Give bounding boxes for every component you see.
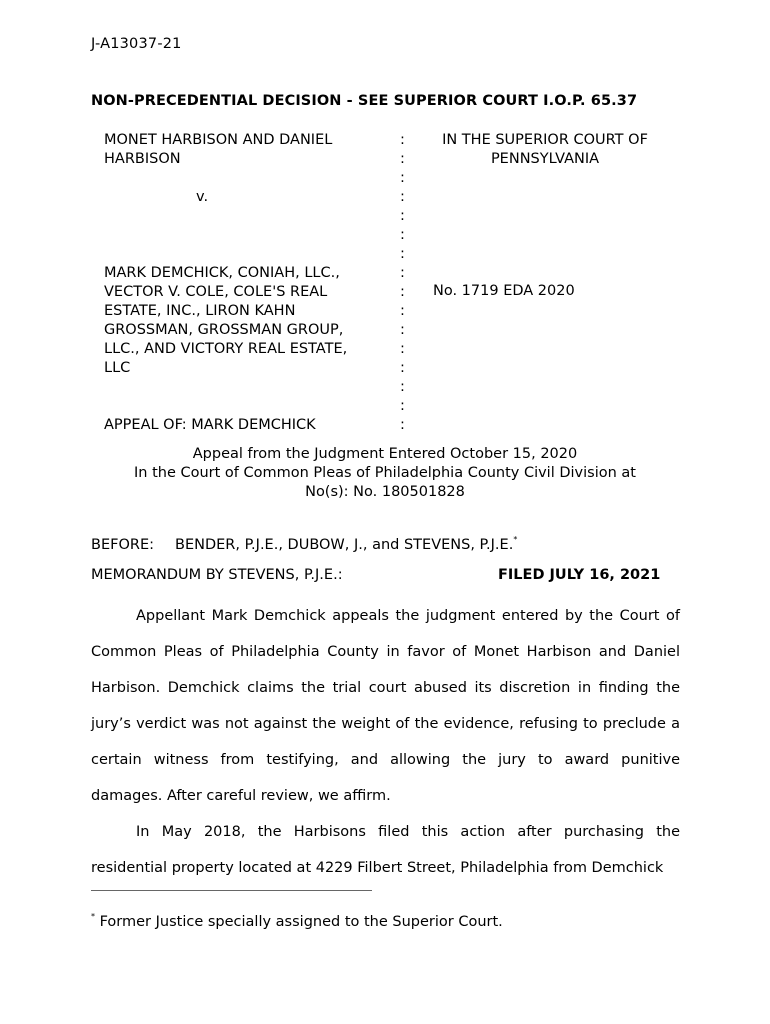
case-number: No. 1719 EDA 2020: [433, 283, 575, 299]
defendant-line: GROSSMAN, GROSSMAN GROUP,: [104, 322, 344, 338]
footnote: [91, 912, 503, 930]
footnote-marker: *: [91, 912, 95, 921]
memorandum-author: MEMORANDUM BY STEVENS, P.J.E.:: [91, 567, 343, 583]
panel-line: [91, 535, 517, 553]
versus-label: v.: [196, 189, 209, 205]
opinion-body: [91, 598, 680, 886]
appeal-line: No(s): No. 180501828: [305, 484, 465, 500]
defendant-line: LLC: [104, 360, 131, 376]
appellant-line: APPEAL OF: MARK DEMCHICK: [104, 417, 316, 433]
footnote-marker: *: [513, 535, 518, 544]
court-name: [420, 131, 670, 169]
caption-colon-column: : : : : : : : : : : : : : : : :: [400, 132, 405, 433]
defendant-line: VECTOR V. COLE, COLE'S REAL: [104, 284, 328, 300]
filed-date: FILED JULY 16, 2021: [498, 567, 661, 583]
body-paragraph: Appellant Mark Demchick appeals the judgment entered by the Court of Common Pleas of Philadelphia County in favor of Monet Harbison and Daniel Harbison. Demchick claims the trial court abused its discretion in finding the jury’s verdict was not against the weight of the evidence, refusing to preclude a certain witness from testifying, and allowing the jury to award punitive damages. After careful review, we affirm.: [91, 608, 680, 804]
decision-heading: NON-PRECEDENTIAL DECISION - SEE SUPERIOR COURT I.O.P. 65.37: [91, 93, 638, 109]
plaintiff-line: HARBISON: [104, 151, 181, 167]
body-paragraph: In May 2018, the Harbisons filed this action after purchasing the residential property located at 4229 Filbert Street, Philadelphia from Demchick: [91, 824, 680, 876]
court-name-line: IN THE SUPERIOR COURT OF: [442, 132, 648, 148]
footnote-divider: [91, 890, 372, 891]
defendant-line: ESTATE, INC., LIRON KAHN: [104, 303, 296, 319]
defendant-line: MARK DEMCHICK, CONIAH, LLC.,: [104, 265, 340, 281]
case-caption-parties: [104, 131, 389, 435]
footnote-text: Former Justice specially assigned to the Superior Court.: [95, 914, 503, 930]
panel-judges: BENDER, P.J.E., DUBOW, J., and STEVENS, P.J.E.: [175, 537, 514, 553]
appeal-line: In the Court of Common Pleas of Philadelphia County Civil Division at: [134, 465, 636, 481]
docket-number: J-A13037-21: [91, 36, 182, 52]
appeal-line: Appeal from the Judgment Entered October 15, 2020: [192, 446, 578, 462]
before-label: BEFORE:: [91, 537, 154, 553]
court-name-line: PENNSYLVANIA: [490, 151, 600, 167]
defendant-line: LLC., AND VICTORY REAL ESTATE,: [104, 341, 348, 357]
plaintiff-line: MONET HARBISON AND DANIEL: [104, 132, 333, 148]
appeal-from-block: [90, 445, 680, 502]
